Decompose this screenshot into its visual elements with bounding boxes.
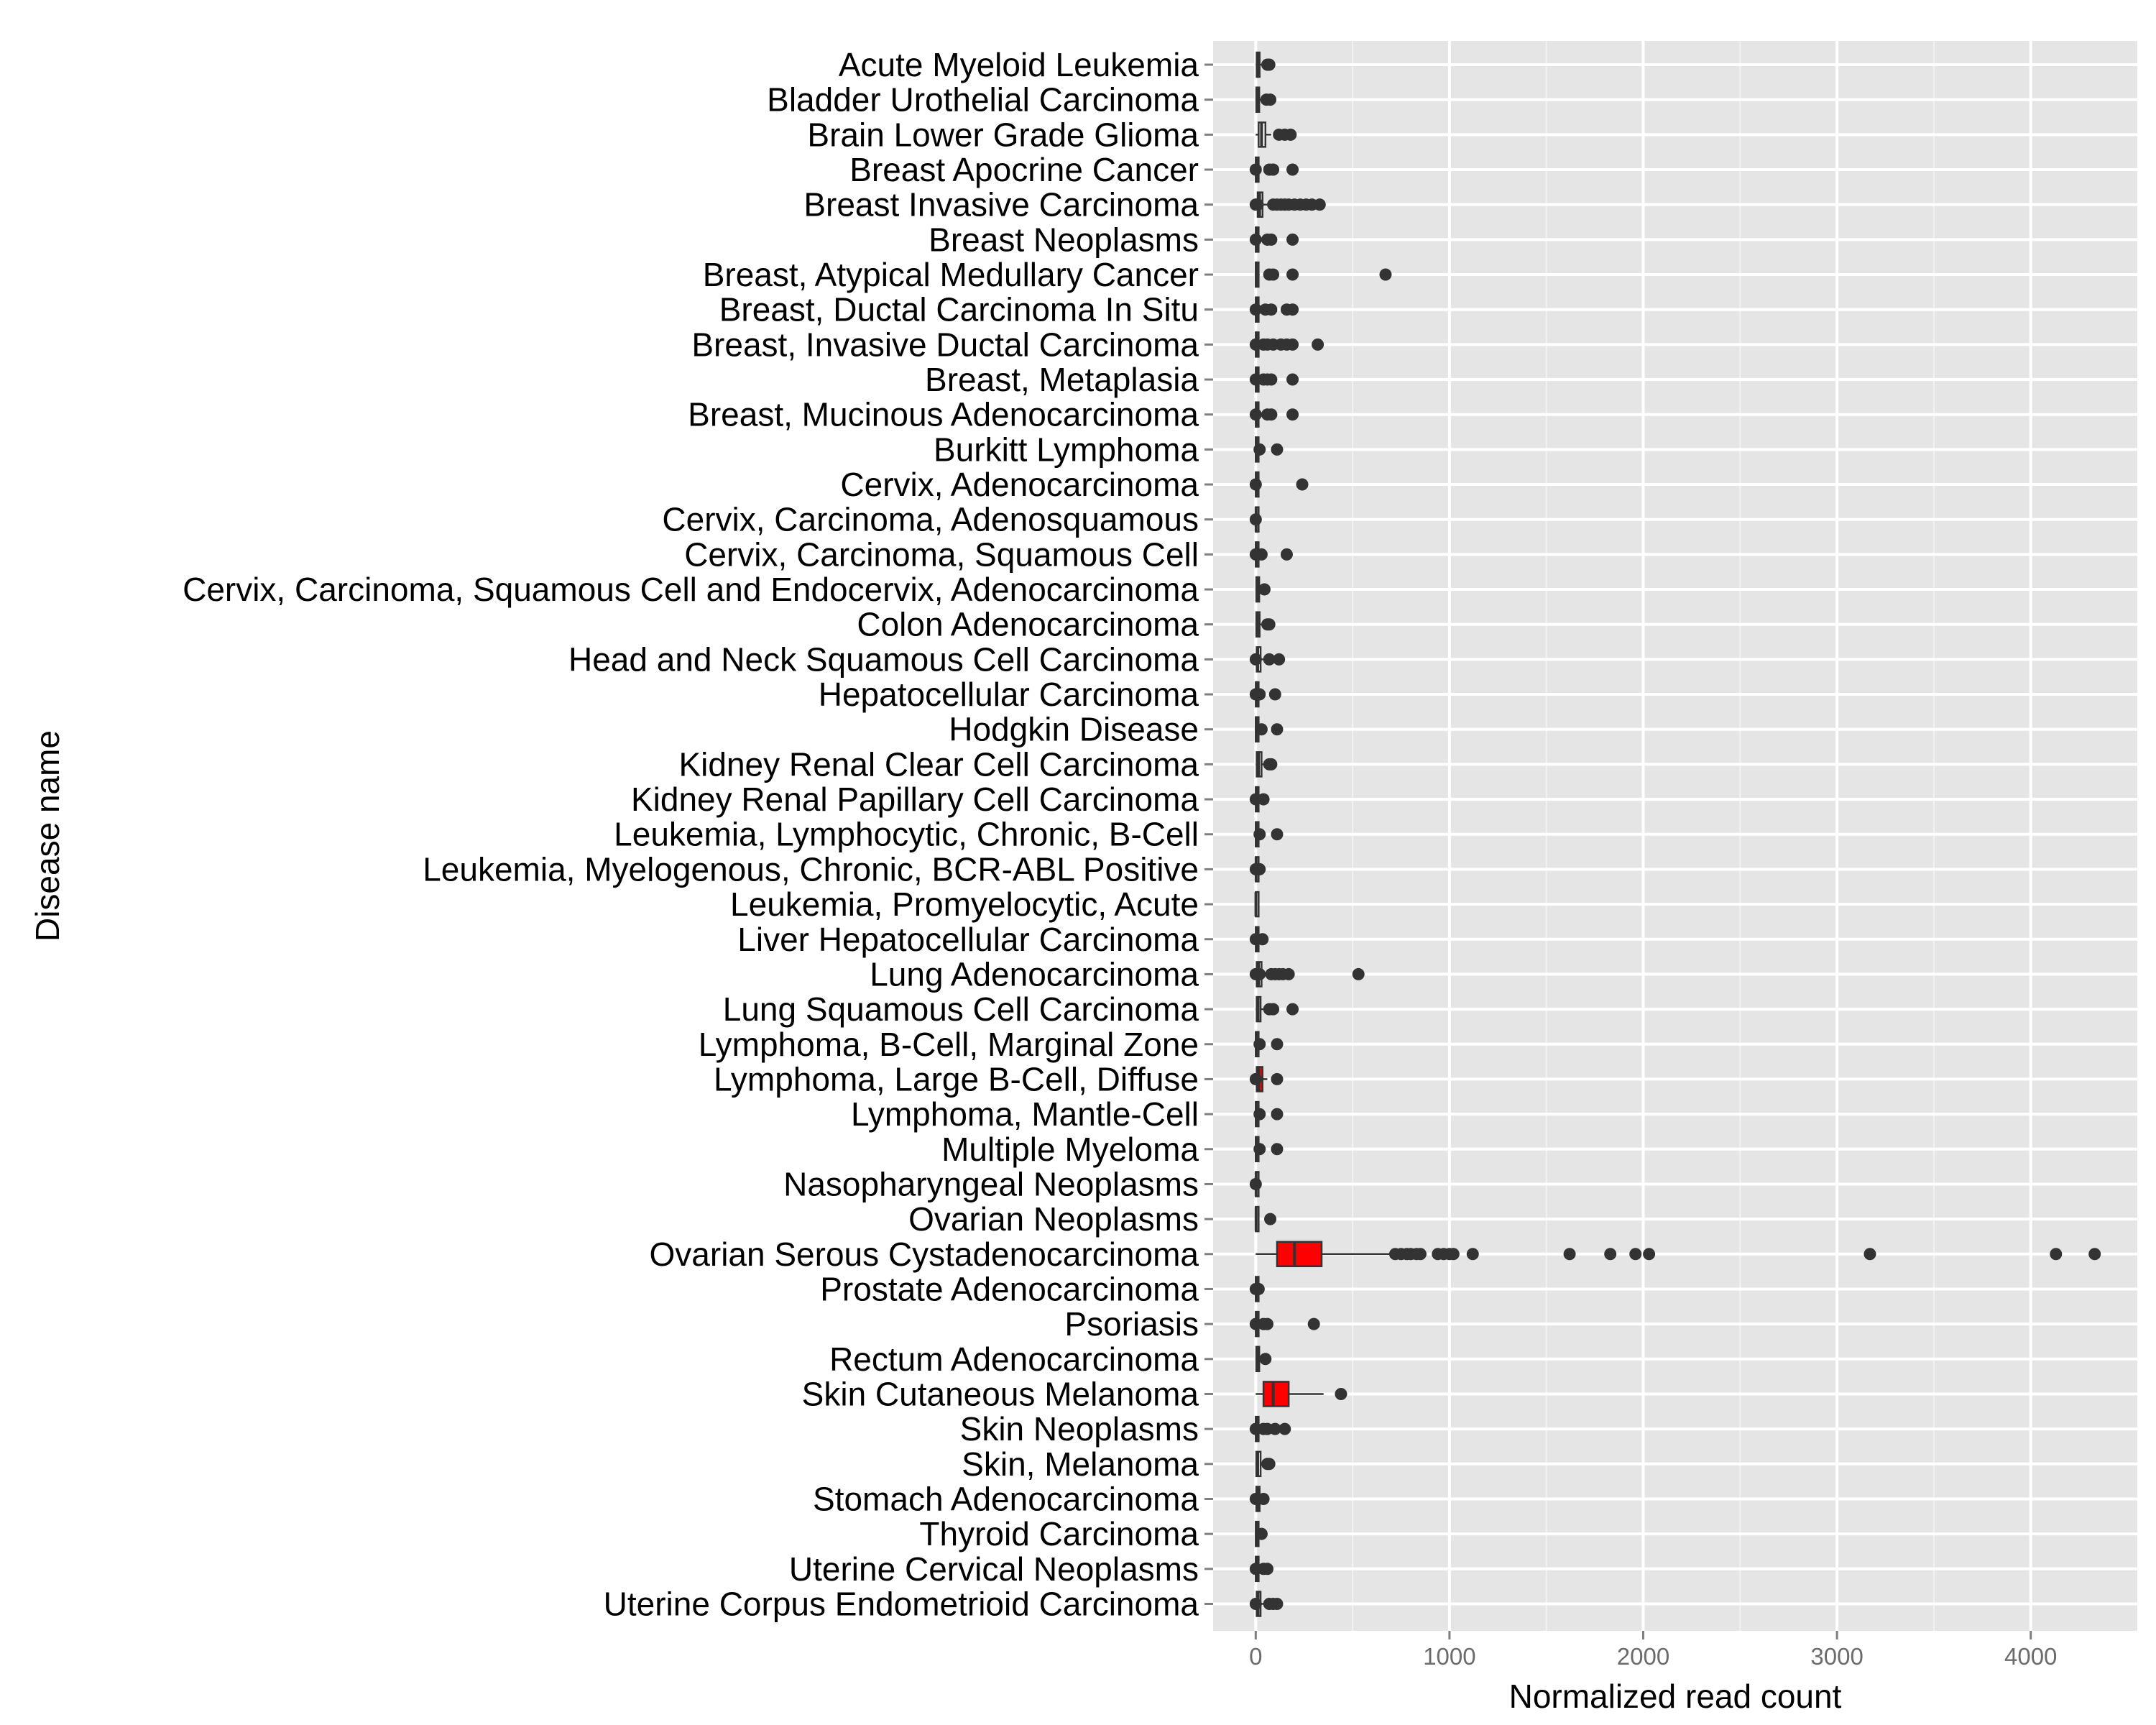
- box: [1263, 1381, 1289, 1406]
- outlier-point: [1312, 339, 1324, 351]
- plot-panel: [1213, 41, 2137, 1631]
- box: [1277, 1242, 1322, 1266]
- outlier-point: [1643, 1248, 1655, 1260]
- outlier-point: [1267, 269, 1279, 281]
- outlier-point: [1271, 1598, 1283, 1610]
- outlier-point: [1286, 339, 1299, 351]
- category-label: Breast, Ductal Carcinoma In Situ: [719, 290, 1199, 328]
- outlier-point: [1314, 198, 1326, 211]
- outlier-point: [2050, 1248, 2062, 1260]
- outlier-point: [1261, 1563, 1273, 1575]
- outlier-point: [1286, 269, 1299, 281]
- outlier-point: [1265, 303, 1277, 316]
- category-label: Colon Adenocarcinoma: [857, 605, 1199, 643]
- outlier-point: [1265, 234, 1277, 246]
- outlier-point: [1258, 584, 1271, 596]
- category-label: Uterine Corpus Endometrioid Carcinoma: [603, 1585, 1199, 1623]
- outlier-point: [1259, 1353, 1271, 1365]
- outlier-point: [1467, 1248, 1479, 1260]
- category-label: Bladder Urothelial Carcinoma: [767, 80, 1199, 119]
- outlier-point: [1253, 1038, 1266, 1050]
- category-label: Lymphoma, Mantle-Cell: [850, 1095, 1199, 1133]
- x-tick-label: 3000: [1810, 1643, 1864, 1670]
- category-label: Rectum Adenocarcinoma: [829, 1340, 1199, 1378]
- outlier-point: [1265, 758, 1277, 770]
- category-label: Kidney Renal Clear Cell Carcinoma: [678, 745, 1199, 783]
- outlier-point: [1256, 723, 1268, 735]
- outlier-point: [1271, 443, 1283, 456]
- category-label: Lung Adenocarcinoma: [870, 955, 1199, 993]
- category-label: Breast, Metaplasia: [925, 361, 1199, 399]
- outlier-point: [1253, 1108, 1266, 1121]
- outlier-point: [1286, 164, 1299, 176]
- outlier-point: [1265, 408, 1277, 420]
- category-label: Lymphoma, B-Cell, Marginal Zone: [698, 1025, 1199, 1063]
- outlier-point: [1258, 794, 1270, 806]
- outlier-point: [1283, 968, 1295, 980]
- category-label: Prostate Adenocarcinoma: [820, 1270, 1199, 1308]
- outlier-point: [2088, 1248, 2101, 1260]
- category-label: Ovarian Serous Cystadenocarcinoma: [649, 1235, 1199, 1273]
- outlier-point: [1253, 863, 1266, 875]
- outlier-point: [1281, 548, 1293, 561]
- category-labels: [183, 46, 1199, 1622]
- outlier-point: [1253, 689, 1266, 701]
- category-label: Head and Neck Squamous Cell Carcinoma: [568, 640, 1199, 678]
- outlier-point: [1864, 1248, 1876, 1260]
- outlier-point: [1250, 479, 1262, 491]
- outlier-point: [1604, 1248, 1616, 1260]
- box-group: [1256, 892, 1258, 916]
- category-label: Uterine Cervical Neoplasms: [788, 1550, 1199, 1588]
- category-label: Hodgkin Disease: [949, 710, 1199, 748]
- outlier-point: [1271, 723, 1283, 735]
- category-label: Breast Invasive Carcinoma: [803, 185, 1199, 224]
- outlier-point: [1253, 968, 1266, 980]
- category-label: Acute Myeloid Leukemia: [838, 46, 1199, 83]
- category-label: Leukemia, Lymphocytic, Chronic, B-Cell: [614, 815, 1199, 853]
- outlier-point: [1353, 968, 1365, 980]
- category-label: Lung Squamous Cell Carcinoma: [722, 990, 1199, 1029]
- category-label: Breast Apocrine Cancer: [849, 151, 1199, 189]
- category-label: Stomach Adenocarcinoma: [813, 1480, 1199, 1518]
- x-tick-label: 1000: [1423, 1643, 1476, 1670]
- category-label: Cervix, Carcinoma, Adenosquamous: [662, 500, 1199, 538]
- outlier-point: [1564, 1248, 1576, 1260]
- category-label: Skin, Melanoma: [962, 1445, 1199, 1483]
- outlier-point: [1279, 1423, 1291, 1435]
- outlier-point: [1414, 1248, 1427, 1260]
- category-label: Leukemia, Promyelocytic, Acute: [730, 886, 1199, 924]
- outlier-point: [1335, 1388, 1347, 1400]
- outlier-point: [1263, 1458, 1276, 1470]
- outlier-point: [1253, 443, 1266, 456]
- outlier-point: [1269, 689, 1281, 701]
- outlier-point: [1250, 234, 1262, 246]
- y-axis-title: Disease name: [29, 730, 66, 942]
- category-label: Brain Lower Grade Glioma: [807, 116, 1199, 154]
- x-tick-label: 2000: [1616, 1643, 1670, 1670]
- outlier-point: [1263, 618, 1276, 630]
- outlier-point: [1286, 1003, 1299, 1016]
- outlier-point: [1264, 93, 1276, 106]
- category-label: Lymphoma, Large B-Cell, Diffuse: [714, 1060, 1199, 1098]
- outlier-point: [1258, 1493, 1270, 1505]
- outlier-point: [1250, 1073, 1262, 1085]
- category-label: Cervix, Carcinoma, Squamous Cell and Endocervix, Adenocarcinoma: [183, 571, 1199, 609]
- outlier-point: [1447, 1248, 1460, 1260]
- category-label: Nasopharyngeal Neoplasms: [783, 1165, 1199, 1203]
- category-label: Breast, Mucinous Adenocarcinoma: [688, 395, 1199, 433]
- outlier-point: [1379, 269, 1391, 281]
- outlier-point: [1252, 198, 1264, 211]
- outlier-point: [1250, 164, 1262, 176]
- outlier-point: [1250, 513, 1262, 525]
- outlier-point: [1286, 234, 1299, 246]
- category-label: Skin Neoplasms: [959, 1410, 1199, 1448]
- category-label: Ovarian Neoplasms: [908, 1200, 1199, 1238]
- category-label: Kidney Renal Papillary Cell Carcinoma: [630, 781, 1199, 819]
- outlier-point: [1263, 59, 1276, 71]
- x-tick-label: 0: [1249, 1643, 1263, 1670]
- category-label: Liver Hepatocellular Carcinoma: [737, 920, 1199, 958]
- category-label: Skin Cutaneous Melanoma: [801, 1375, 1199, 1413]
- outlier-point: [1286, 374, 1299, 386]
- category-label: Cervix, Adenocarcinoma: [840, 466, 1199, 504]
- outlier-point: [1253, 1283, 1265, 1295]
- outlier-point: [1286, 408, 1299, 420]
- category-label: Burkitt Lymphoma: [934, 431, 1199, 469]
- outlier-point: [1284, 129, 1296, 141]
- outlier-point: [1267, 1003, 1279, 1016]
- category-label: Hepatocellular Carcinoma: [818, 676, 1199, 714]
- outlier-point: [1286, 303, 1299, 316]
- outlier-point: [1261, 1318, 1273, 1330]
- outlier-point: [1253, 828, 1266, 840]
- outlier-point: [1629, 1248, 1641, 1260]
- outlier-point: [1267, 164, 1279, 176]
- outlier-point: [1296, 479, 1309, 491]
- outlier-point: [1271, 1038, 1283, 1050]
- category-label: Psoriasis: [1064, 1305, 1199, 1343]
- category-label: Thyroid Carcinoma: [919, 1515, 1199, 1553]
- outlier-point: [1271, 1073, 1283, 1085]
- x-axis-title: Normalized read count: [1508, 1678, 1842, 1715]
- outlier-point: [1250, 1178, 1262, 1190]
- category-label: Multiple Myeloma: [941, 1130, 1199, 1168]
- x-tick-label: 4000: [2004, 1643, 2058, 1670]
- category-label: Breast, Atypical Medullary Cancer: [702, 256, 1199, 294]
- category-label: Leukemia, Myelogenous, Chronic, BCR-ABL Positive: [423, 850, 1199, 888]
- outlier-point: [1256, 933, 1268, 945]
- outlier-point: [1271, 1143, 1283, 1155]
- outlier-point: [1308, 1318, 1320, 1330]
- category-label: Breast Neoplasms: [929, 221, 1199, 259]
- category-label: Cervix, Carcinoma, Squamous Cell: [684, 535, 1199, 574]
- outlier-point: [1256, 548, 1268, 561]
- outlier-point: [1271, 828, 1283, 840]
- outlier-point: [1250, 408, 1262, 420]
- outlier-point: [1264, 1213, 1276, 1225]
- outlier-point: [1256, 1528, 1268, 1540]
- category-label: Breast, Invasive Ductal Carcinoma: [691, 326, 1199, 364]
- outlier-point: [1250, 653, 1262, 666]
- outlier-point: [1271, 1108, 1283, 1121]
- x-tick-labels: [1249, 1643, 2057, 1670]
- outlier-point: [1250, 1598, 1262, 1610]
- outlier-point: [1253, 1143, 1266, 1155]
- outlier-point: [1265, 374, 1277, 386]
- outlier-point: [1273, 653, 1285, 666]
